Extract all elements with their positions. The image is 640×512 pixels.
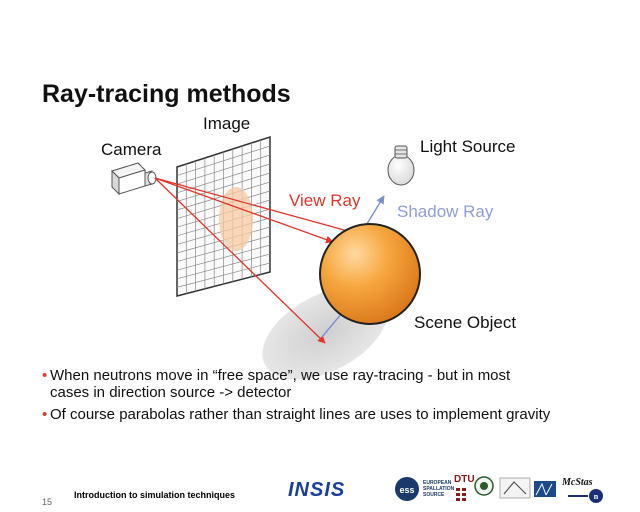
mcstas-logo-icon: [568, 489, 603, 503]
camera-icon: [112, 163, 156, 194]
bullet-marker: •: [42, 406, 48, 423]
footer-title: Introduction to simulation techniques: [74, 490, 235, 500]
institute-logo-icon: [500, 478, 530, 498]
bullet-list: [42, 367, 612, 423]
light-source-icon: [388, 146, 414, 185]
slide-number: 15: [42, 497, 53, 507]
light-source-label: Light Source: [420, 137, 516, 156]
image-label: Image: [203, 114, 251, 133]
bullet-text-line: Of course parabolas rather than straight lines are uses to implement gravity: [50, 406, 551, 423]
shadow-ray-label: Shadow Ray: [397, 202, 494, 221]
bullet-text-line: When neutrons move in “free space”, we use ray-tracing - but in most: [50, 367, 511, 384]
svg-text:n: n: [593, 492, 599, 501]
mcstas-logo-text: McStas: [562, 477, 593, 488]
bullet-item: [42, 367, 612, 401]
scene-object-sphere: [320, 224, 420, 324]
bullet-text-line: cases in direction source -> detector: [50, 384, 292, 401]
insis-logo: [288, 476, 344, 504]
insis-logo-text: INSIS: [288, 479, 346, 501]
ess-logo-text: [423, 480, 454, 498]
university-seal-icon: [475, 477, 493, 495]
ess-logo-line: SOURCE: [423, 492, 445, 498]
slide-title: Ray-tracing methods: [42, 80, 291, 108]
ess-logo-line: SPALLATION: [423, 486, 455, 492]
bullet-marker: •: [42, 367, 48, 384]
research-agency-logo-icon: [534, 481, 556, 497]
dtu-logo-text: DTU: [454, 474, 475, 485]
svg-text:ess: ess: [399, 485, 415, 495]
ess-logo-icon: [395, 477, 419, 501]
view-ray-label: View Ray: [289, 191, 361, 210]
scene-object-label: Scene Object: [414, 313, 517, 332]
ess-logo-line: EUROPEAN: [423, 480, 452, 486]
bullet-item: [42, 406, 612, 423]
dtu-logo-icon: [456, 488, 466, 501]
camera-label: Camera: [101, 140, 162, 159]
